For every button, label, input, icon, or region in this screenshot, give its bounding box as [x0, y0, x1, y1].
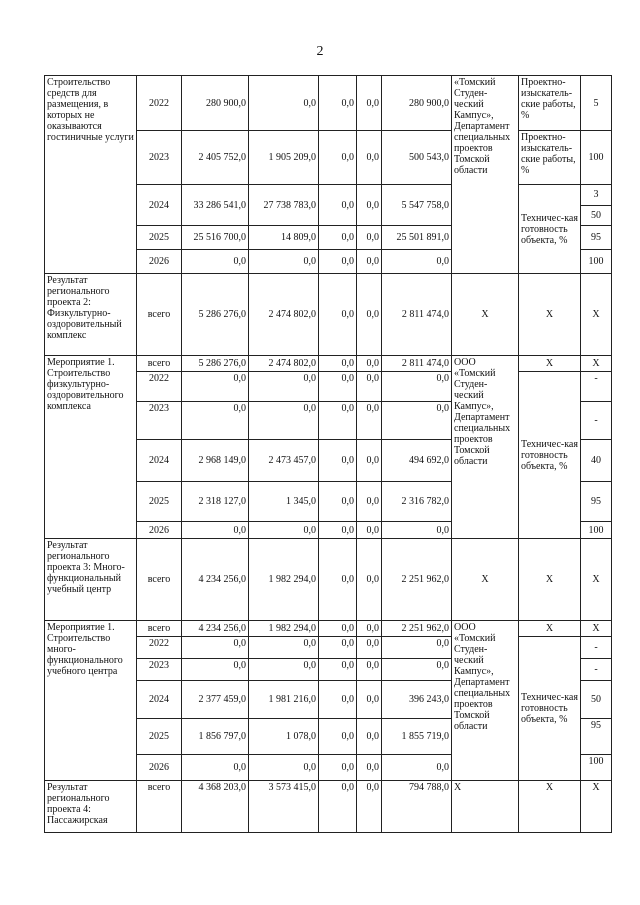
- extra-cell: 2 251 962,0: [382, 621, 452, 637]
- indicator-value-cell: Х: [581, 781, 612, 833]
- total-cell: 1 856 797,0: [182, 719, 249, 755]
- year-cell: всего: [137, 356, 182, 372]
- indicator-value-cell: 40: [581, 440, 612, 482]
- federal-cell: 2 473 457,0: [249, 440, 319, 482]
- regional-cell: 0,0: [319, 402, 357, 440]
- federal-cell: 0,0: [249, 372, 319, 402]
- total-cell: 0,0: [182, 522, 249, 539]
- extra-cell: 0,0: [382, 637, 452, 659]
- year-cell: 2026: [137, 250, 182, 274]
- indicator-cell: Проектно-изыскатель-ские работы, %: [519, 76, 581, 131]
- extra-cell: 0,0: [382, 372, 452, 402]
- indicator-cell: Х: [519, 781, 581, 833]
- year-cell: 2022: [137, 637, 182, 659]
- federal-cell: 1 982 294,0: [249, 621, 319, 637]
- municipal-cell: 0,0: [357, 755, 382, 781]
- regional-cell: 0,0: [319, 76, 357, 131]
- indicator-value-cell: 5: [581, 76, 612, 131]
- municipal-cell: 0,0: [357, 131, 382, 185]
- indicator-value-cell: -: [581, 402, 612, 440]
- total-cell: 4 234 256,0: [182, 539, 249, 621]
- year-cell: 2023: [137, 659, 182, 681]
- federal-cell: 0,0: [249, 637, 319, 659]
- indicator-value-cell: 95: [581, 482, 612, 522]
- regional-cell: 0,0: [319, 637, 357, 659]
- municipal-cell: 0,0: [357, 402, 382, 440]
- indicator-value-cell: 50: [581, 681, 612, 719]
- extra-cell: 2 316 782,0: [382, 482, 452, 522]
- municipal-cell: 0,0: [357, 440, 382, 482]
- indicator-value-cell: 95: [581, 719, 612, 755]
- indicator-value-cell: 100: [581, 250, 612, 274]
- regional-cell: 0,0: [319, 131, 357, 185]
- municipal-cell: 0,0: [357, 621, 382, 637]
- indicator-cell: Проектно-изыскатель-ские работы, %: [519, 131, 581, 185]
- row-name-cell: Строительство средств для размещения, в которых не оказываются гостиничные услуги: [45, 76, 137, 274]
- year-cell: 2024: [137, 681, 182, 719]
- federal-cell: 14 809,0: [249, 226, 319, 250]
- indicator-value-cell: Х: [581, 539, 612, 621]
- year-cell: всего: [137, 621, 182, 637]
- extra-cell: 5 547 758,0: [382, 185, 452, 226]
- row-name-cell: Результат регионального проекта 3: Много-функциональный учебный центр: [45, 539, 137, 621]
- row-name-cell: Мероприятие 1. Строительство много-функционального учебного центра: [45, 621, 137, 781]
- indicator-value-cell: Х: [581, 356, 612, 372]
- regional-cell: 0,0: [319, 440, 357, 482]
- table-row: [45, 76, 612, 131]
- indicator-value-cell: 95: [581, 226, 612, 250]
- extra-cell: 396 243,0: [382, 681, 452, 719]
- year-cell: всего: [137, 539, 182, 621]
- indicator-value-cell: -: [581, 659, 612, 681]
- indicator-cell: Х: [519, 356, 581, 372]
- federal-cell: 1 345,0: [249, 482, 319, 522]
- year-cell: 2022: [137, 76, 182, 131]
- indicator-value-cell: 100: [581, 522, 612, 539]
- total-cell: 25 516 700,0: [182, 226, 249, 250]
- extra-cell: 2 811 474,0: [382, 356, 452, 372]
- total-cell: 33 286 541,0: [182, 185, 249, 226]
- municipal-cell: 0,0: [357, 356, 382, 372]
- indicator-value-cell: [581, 185, 612, 226]
- table-row: [45, 781, 612, 833]
- federal-cell: 1 905 209,0: [249, 131, 319, 185]
- total-cell: 0,0: [182, 755, 249, 781]
- regional-cell: 0,0: [319, 719, 357, 755]
- extra-cell: 0,0: [382, 402, 452, 440]
- federal-cell: 2 474 802,0: [249, 356, 319, 372]
- federal-cell: 0,0: [249, 76, 319, 131]
- table-row: [45, 539, 612, 621]
- municipal-cell: 0,0: [357, 781, 382, 833]
- total-cell: 2 968 149,0: [182, 440, 249, 482]
- extra-cell: 0,0: [382, 250, 452, 274]
- indicator-value-cell: Х: [581, 274, 612, 356]
- federal-cell: 1 982 294,0: [249, 539, 319, 621]
- regional-cell: 0,0: [319, 372, 357, 402]
- table-row: [45, 274, 612, 356]
- total-cell: 280 900,0: [182, 76, 249, 131]
- total-cell: 2 377 459,0: [182, 681, 249, 719]
- indicator-value-cell: -: [581, 637, 612, 659]
- municipal-cell: 0,0: [357, 522, 382, 539]
- municipal-cell: 0,0: [357, 185, 382, 226]
- page-number: 2: [316, 44, 324, 59]
- regional-cell: 0,0: [319, 755, 357, 781]
- regional-cell: 0,0: [319, 185, 357, 226]
- municipal-cell: 0,0: [357, 719, 382, 755]
- extra-cell: 25 501 891,0: [382, 226, 452, 250]
- regional-cell: 0,0: [319, 356, 357, 372]
- municipal-cell: 0,0: [357, 659, 382, 681]
- total-cell: 0,0: [182, 372, 249, 402]
- extra-cell: 500 543,0: [382, 131, 452, 185]
- regional-cell: 0,0: [319, 274, 357, 356]
- row-name-cell: Мероприятие 1. Строительство физкультурно-оздоровительного комплекса: [45, 356, 137, 539]
- indicator-value-cell: 100: [581, 131, 612, 185]
- indicator-cell: Х: [519, 274, 581, 356]
- year-cell: 2024: [137, 185, 182, 226]
- table-row: [45, 621, 612, 637]
- extra-cell: 2 251 962,0: [382, 539, 452, 621]
- extra-cell: 2 811 474,0: [382, 274, 452, 356]
- federal-cell: 0,0: [249, 659, 319, 681]
- year-cell: всего: [137, 274, 182, 356]
- extra-cell: 494 692,0: [382, 440, 452, 482]
- regional-cell: 0,0: [319, 681, 357, 719]
- federal-cell: 0,0: [249, 755, 319, 781]
- executor-cell: «Томский Студен-ческий Кампус», Департамент специальных проектов Томской области: [452, 76, 519, 274]
- indicator-value: 50: [591, 210, 601, 221]
- executor-cell: Х: [452, 539, 519, 621]
- extra-cell: 0,0: [382, 755, 452, 781]
- regional-cell: 0,0: [319, 522, 357, 539]
- municipal-cell: 0,0: [357, 226, 382, 250]
- regional-cell: 0,0: [319, 250, 357, 274]
- executor-cell: ООО «Томский Студен-ческий Кампус», Департамент специальных проектов Томской области: [452, 621, 519, 781]
- federal-cell: 0,0: [249, 402, 319, 440]
- row-name-cell: Результат регионального проекта 4: Пассажирская: [45, 781, 137, 833]
- total-cell: 0,0: [182, 402, 249, 440]
- indicator-cell: Техничес-кая готовность объекта, %: [519, 637, 581, 781]
- municipal-cell: 0,0: [357, 681, 382, 719]
- federal-cell: 0,0: [249, 522, 319, 539]
- year-cell: 2025: [137, 719, 182, 755]
- total-cell: 5 286 276,0: [182, 356, 249, 372]
- year-cell: 2026: [137, 522, 182, 539]
- executor-cell: Х: [452, 781, 519, 833]
- federal-cell: 2 474 802,0: [249, 274, 319, 356]
- federal-cell: 27 738 783,0: [249, 185, 319, 226]
- municipal-cell: 0,0: [357, 637, 382, 659]
- regional-cell: 0,0: [319, 621, 357, 637]
- indicator-value: 3: [581, 185, 611, 206]
- total-cell: 0,0: [182, 659, 249, 681]
- table-row: [45, 356, 612, 372]
- regional-cell: 0,0: [319, 781, 357, 833]
- municipal-cell: 0,0: [357, 482, 382, 522]
- year-cell: 2024: [137, 440, 182, 482]
- federal-cell: 0,0: [249, 250, 319, 274]
- year-cell: 2025: [137, 482, 182, 522]
- total-cell: 0,0: [182, 637, 249, 659]
- regional-cell: 0,0: [319, 659, 357, 681]
- row-name-cell: Результат регионального проекта 2: Физкультурно-оздоровительный комплекс: [45, 274, 137, 356]
- extra-cell: 0,0: [382, 522, 452, 539]
- indicator-cell: Х: [519, 539, 581, 621]
- total-cell: 0,0: [182, 250, 249, 274]
- municipal-cell: 0,0: [357, 250, 382, 274]
- year-cell: 2022: [137, 372, 182, 402]
- indicator-value-cell: -: [581, 372, 612, 402]
- federal-cell: 3 573 415,0: [249, 781, 319, 833]
- budget-table: [44, 75, 612, 833]
- indicator-cell: Техничес-кая готовность объекта, %: [519, 372, 581, 539]
- year-cell: 2025: [137, 226, 182, 250]
- executor-cell: ООО «Томский Студен-ческий Кампус», Департамент специальных проектов Томской области: [452, 356, 519, 539]
- year-cell: 2026: [137, 755, 182, 781]
- indicator-cell: Х: [519, 621, 581, 637]
- extra-cell: 1 855 719,0: [382, 719, 452, 755]
- indicator-value-cell: Х: [581, 621, 612, 637]
- year-cell: 2023: [137, 131, 182, 185]
- total-cell: 5 286 276,0: [182, 274, 249, 356]
- extra-cell: 280 900,0: [382, 76, 452, 131]
- municipal-cell: 0,0: [357, 539, 382, 621]
- total-cell: 4 368 203,0: [182, 781, 249, 833]
- extra-cell: 0,0: [382, 659, 452, 681]
- federal-cell: 1 078,0: [249, 719, 319, 755]
- year-cell: 2023: [137, 402, 182, 440]
- extra-cell: 794 788,0: [382, 781, 452, 833]
- executor-cell: Х: [452, 274, 519, 356]
- total-cell: 2 318 127,0: [182, 482, 249, 522]
- indicator-value-cell: 100: [581, 755, 612, 781]
- municipal-cell: 0,0: [357, 372, 382, 402]
- total-cell: 4 234 256,0: [182, 621, 249, 637]
- municipal-cell: 0,0: [357, 76, 382, 131]
- federal-cell: 1 981 216,0: [249, 681, 319, 719]
- indicator-cell: Техничес-кая готовность объекта, %: [519, 185, 581, 274]
- municipal-cell: 0,0: [357, 274, 382, 356]
- regional-cell: 0,0: [319, 539, 357, 621]
- regional-cell: 0,0: [319, 226, 357, 250]
- regional-cell: 0,0: [319, 482, 357, 522]
- year-cell: всего: [137, 781, 182, 833]
- total-cell: 2 405 752,0: [182, 131, 249, 185]
